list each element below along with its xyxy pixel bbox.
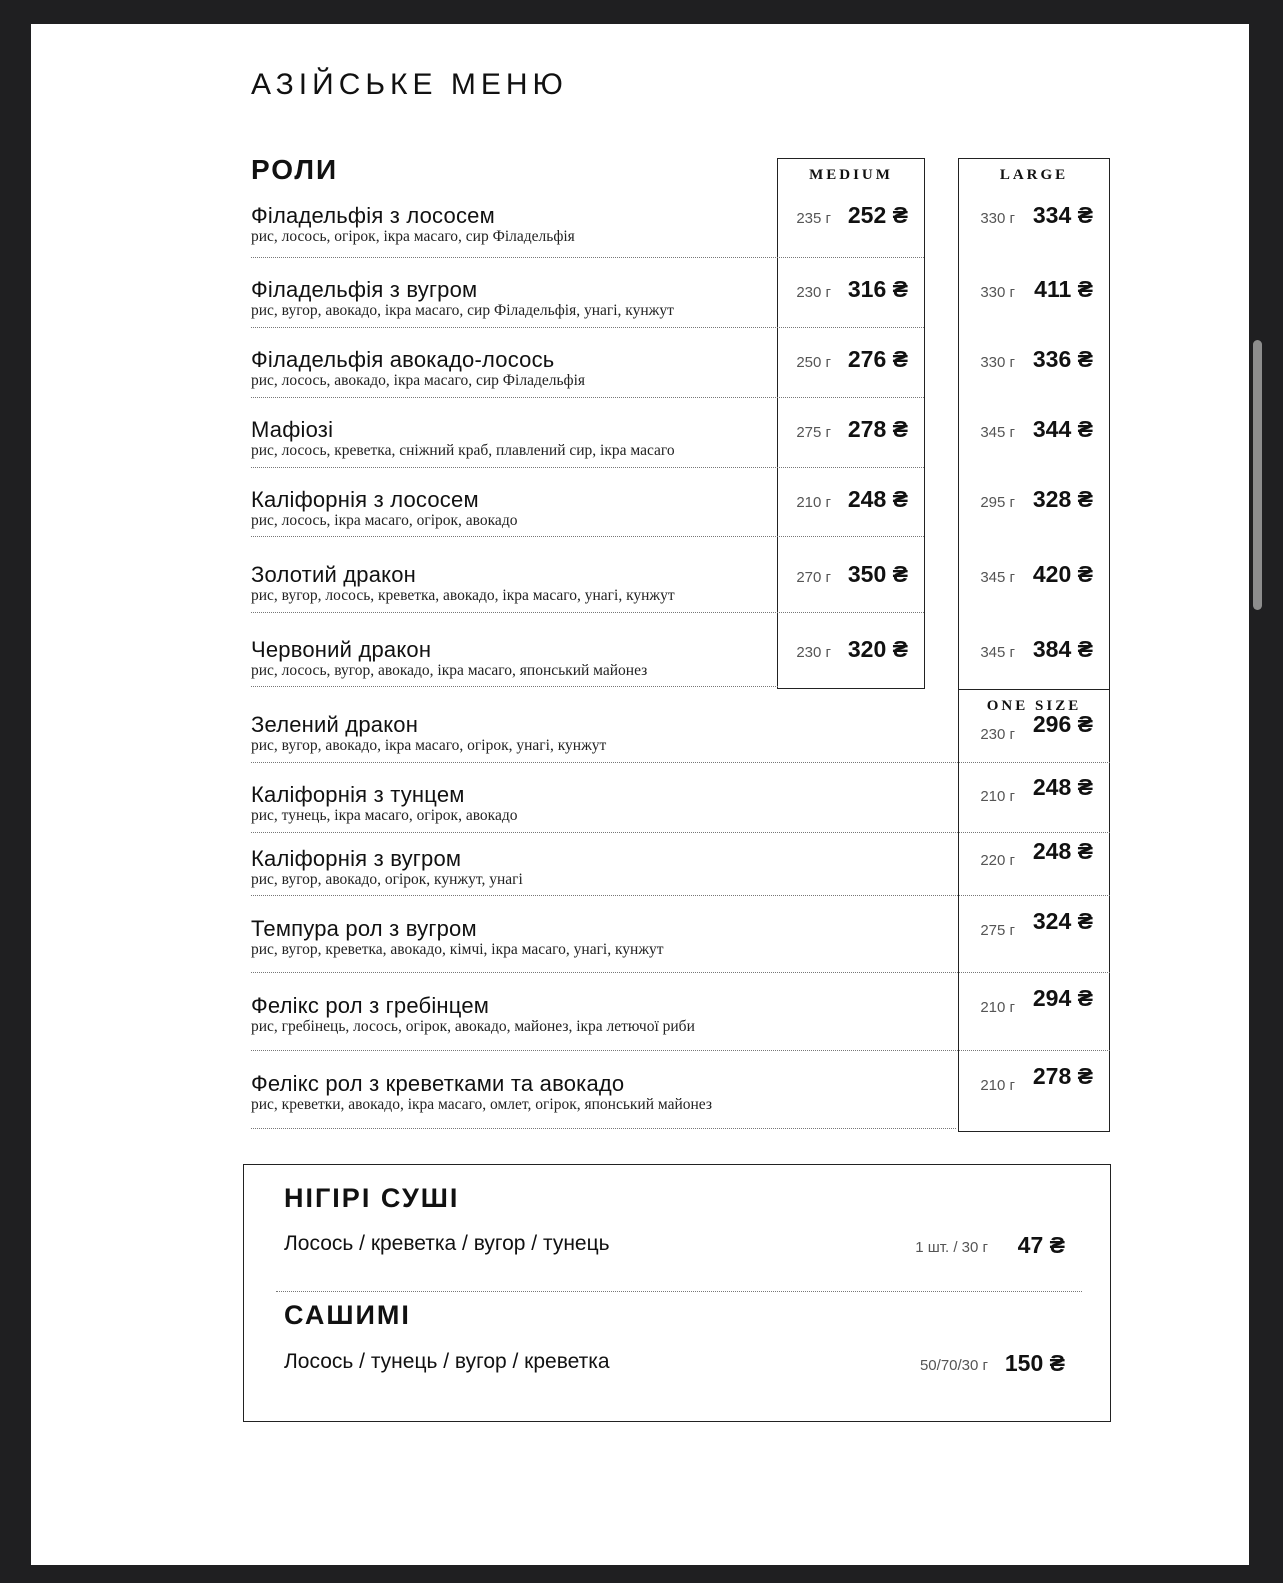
sashimi-title: САШИМІ — [284, 1300, 411, 1330]
roll-description: рис, вугор, авокадо, ікра масаго, огірок, унагі, кунжут — [251, 737, 607, 754]
roll-name: Мафіозі — [251, 417, 334, 442]
large-weight: 330 г — [980, 210, 1015, 227]
onesize-price: 324 ₴ — [1032, 908, 1093, 934]
large-weight: 345 г — [980, 644, 1015, 661]
roll-description: рис, вугор, авокадо, огірок, кунжут, унагі — [251, 871, 523, 888]
roll-description: рис, лосось, ікра масаго, огірок, авокадо — [251, 512, 518, 529]
row-separator — [251, 612, 924, 613]
medium-weight: 230 г — [796, 284, 831, 301]
roll-description: рис, лосось, огірок, ікра масаго, сир Філадельфія — [251, 228, 575, 245]
large-price: 344 ₴ — [1032, 416, 1093, 442]
medium-weight: 250 г — [796, 354, 831, 371]
medium-weight: 270 г — [796, 569, 831, 586]
medium-weight: 230 г — [796, 644, 831, 661]
onesize-weight: 275 г — [980, 922, 1015, 939]
row-separator — [251, 397, 924, 398]
medium-weight: 235 г — [796, 210, 831, 227]
roll-name: Золотий дракон — [251, 562, 417, 587]
large-column-header: LARGE — [999, 167, 1069, 183]
menu-page — [31, 24, 1249, 1565]
scrollbar[interactable] — [1253, 340, 1262, 610]
roll-description: рис, вугор, авокадо, ікра масаго, сир Філадельфія, унагі, кунжут — [251, 302, 674, 319]
roll-description: рис, гребінець, лосось, огірок, авокадо, майонез, ікра летючої риби — [251, 1018, 695, 1035]
onesize-weight: 210 г — [980, 1077, 1015, 1094]
medium-price: 350 ₴ — [847, 561, 908, 587]
onesize-price: 294 ₴ — [1032, 985, 1093, 1011]
roll-name: Фелікс рол з гребінцем — [251, 993, 490, 1018]
row-separator — [251, 686, 778, 687]
onesize-weight: 230 г — [980, 726, 1015, 743]
medium-weight: 210 г — [796, 494, 831, 511]
medium-price: 316 ₴ — [847, 276, 908, 302]
onesize-price: 248 ₴ — [1032, 838, 1093, 864]
roll-name: Філадельфія з лососем — [251, 203, 495, 228]
nigiri-item: Лосось / креветка / вугор / тунець — [284, 1232, 610, 1255]
row-separator — [251, 762, 1110, 763]
roll-description: рис, креветки, авокадо, ікра масаго, омлет, огірок, японський майонез — [251, 1096, 712, 1113]
large-price: 384 ₴ — [1032, 636, 1093, 662]
roll-name: Зелений дракон — [251, 712, 419, 737]
roll-name: Каліфорнія з тунцем — [251, 782, 465, 807]
medium-price: 278 ₴ — [847, 416, 908, 442]
medium-price: 252 ₴ — [847, 202, 908, 228]
large-price: 336 ₴ — [1032, 346, 1093, 372]
onesize-column-header: ONE SIZE — [986, 698, 1082, 714]
roll-description: рис, лосось, креветка, сніжний краб, плавлений сир, ікра масаго — [251, 442, 675, 459]
roll-description: рис, вугор, лосось, креветка, авокадо, ікра масаго, унагі, кунжут — [251, 587, 675, 604]
row-separator — [251, 972, 1110, 973]
roll-name: Фелікс рол з креветками та авокадо — [251, 1071, 625, 1096]
roll-name: Темпура рол з вугром — [251, 916, 477, 941]
row-separator — [251, 1050, 1110, 1051]
sashimi-price: 150 ₴ — [1004, 1350, 1065, 1376]
row-separator — [251, 832, 1110, 833]
rolls-section-title: РОЛИ — [251, 154, 339, 185]
nigiri-title: НІГІРІ СУШІ — [284, 1183, 460, 1213]
row-separator — [251, 467, 924, 468]
large-price: 420 ₴ — [1032, 561, 1093, 587]
nigiri-price: 47 ₴ — [1017, 1232, 1065, 1258]
medium-weight: 275 г — [796, 424, 831, 441]
row-separator — [251, 895, 1110, 896]
nigiri-weight: 1 шт. / 30 г — [915, 1239, 988, 1256]
roll-name: Каліфорнія з вугром — [251, 846, 462, 871]
roll-name: Червоний дракон — [251, 637, 432, 662]
row-separator — [251, 536, 924, 537]
onesize-price: 248 ₴ — [1032, 774, 1093, 800]
medium-column-header: MEDIUM — [809, 167, 893, 183]
sashimi-item: Лосось / тунець / вугор / креветка — [284, 1350, 610, 1373]
large-weight: 345 г — [980, 569, 1015, 586]
roll-description: рис, вугор, креветка, авокадо, кімчі, ікра масаго, унагі, кунжут — [251, 941, 664, 958]
large-weight: 330 г — [980, 284, 1015, 301]
onesize-price: 296 ₴ — [1032, 711, 1093, 737]
onesize-price: 278 ₴ — [1032, 1063, 1093, 1089]
onesize-weight: 220 г — [980, 852, 1015, 869]
roll-description: рис, тунець, ікра масаго, огірок, авокадо — [251, 807, 518, 824]
roll-description: рис, лосось, авокадо, ікра масаго, сир Філадельфія — [251, 372, 586, 389]
medium-price: 276 ₴ — [847, 346, 908, 372]
onesize-weight: 210 г — [980, 999, 1015, 1016]
row-separator — [251, 327, 924, 328]
onesize-weight: 210 г — [980, 788, 1015, 805]
nigiri-separator — [276, 1291, 1082, 1292]
roll-name: Філадельфія з вугром — [251, 277, 478, 302]
large-weight: 295 г — [980, 494, 1015, 511]
row-separator — [251, 1128, 956, 1129]
medium-price: 320 ₴ — [847, 636, 908, 662]
row-separator — [251, 257, 924, 258]
roll-description: рис, лосось, вугор, авокадо, ікра масаго, японський майонез — [251, 662, 648, 679]
nigiri-sashimi-box — [243, 1164, 1111, 1422]
roll-name: Каліфорнія з лососем — [251, 487, 479, 512]
large-weight: 345 г — [980, 424, 1015, 441]
roll-name: Філадельфія авокадо-лосось — [251, 347, 555, 372]
large-price: 411 ₴ — [1034, 276, 1093, 302]
sashimi-weight: 50/70/30 г — [919, 1357, 988, 1374]
medium-price: 248 ₴ — [847, 486, 908, 512]
menu-title: АЗІЙСЬКЕ МЕНЮ — [251, 68, 568, 101]
large-price: 334 ₴ — [1032, 202, 1093, 228]
large-price: 328 ₴ — [1032, 486, 1093, 512]
large-weight: 330 г — [980, 354, 1015, 371]
